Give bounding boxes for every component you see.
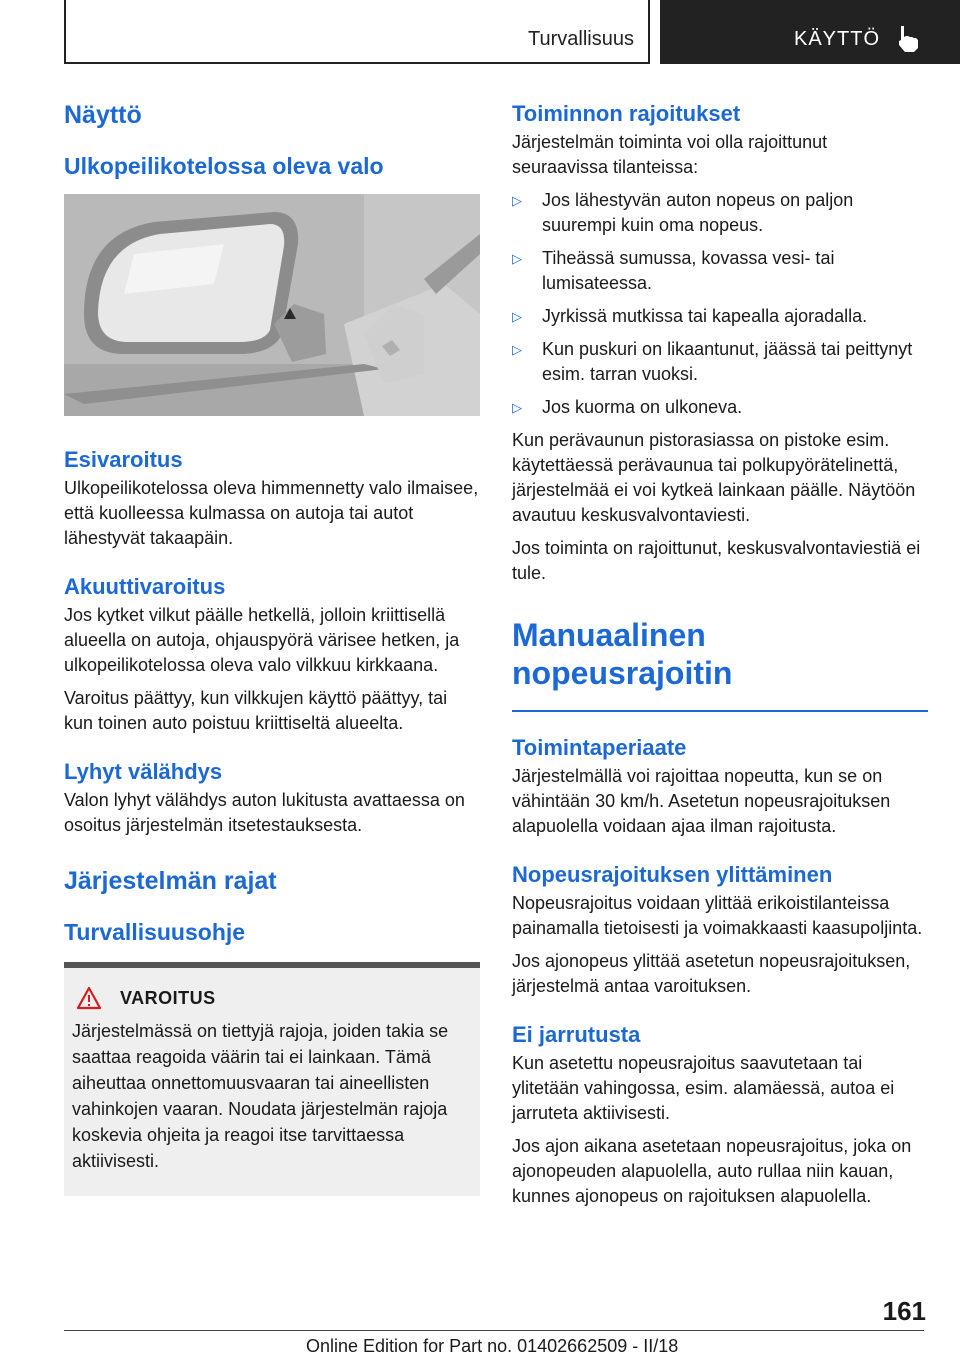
heading-ulkopeili: Ulkopeilikotelossa oleva valo xyxy=(64,153,384,179)
left-column xyxy=(64,100,480,1196)
list-item: ▷ Jyrkissä mutkissa tai kapealla ajoradalla. xyxy=(512,304,928,329)
list-item: ▷ Jos lähestyvän auton nopeus on paljon suurempi kuin oma nopeus. xyxy=(512,190,854,235)
header-chapter-label: KÄYTTÖ xyxy=(794,28,881,50)
heading-manuaalinen: Manuaalinen xyxy=(512,617,706,653)
warning-title: VAROITUS xyxy=(120,987,216,1008)
bullet-triangle-icon: ▷ xyxy=(512,309,522,324)
list-item: ▷ Jos kuorma on ulkoneva. xyxy=(512,395,928,420)
heading-akuuttivaroitus: Akuuttivaroitus xyxy=(64,574,226,599)
heading-toimintaperiaate: Toimintaperiaate xyxy=(512,735,687,760)
warning-box xyxy=(64,962,480,1196)
warning-text: Järjestelmässä on tiettyjä rajoja, joiden takia se saattaa reagoida väärin tai ei lainkaan. Tämä aiheuttaa onnettomuusvaaran tai aineellisten vahinkojen vaaran. Noudata järjestelmän rajoja koskevia ohjeita ja reagoi itse tarvittaessa aktiivisesti. xyxy=(72,1021,449,1171)
paragraph-ei-jarrutusta-1: Kun asetettu nopeusrajoitus saavutetaan tai ylitetään vahingossa, esim. alamäessä, autoa ei jarruteta aktiivisesti. xyxy=(512,1053,895,1123)
paragraph-ylittaminen-1: Nopeusrajoitus voidaan ylittää erikoistilanteissa painamalla tietoisesti ja voimakkaasti kaasupoljinta. xyxy=(512,893,923,938)
right-column xyxy=(512,100,928,1217)
heading-esivaroitus: Esivaroitus xyxy=(64,447,183,472)
list-item: ▷ Kun puskuri on likaantunut, jäässä tai peittynyt esim. tarran vuoksi. xyxy=(512,339,913,384)
pointing-hand-icon xyxy=(894,24,924,54)
paragraph-ei-jarrutusta-2: Jos ajon aikana asetetaan nopeusrajoitus, joka on ajonopeuden alapuolella, auto rullaa niin kauan, kunnes ajonopeus on rajoituksen alapuolella. xyxy=(512,1136,912,1206)
paragraph-toimintaperiaate: Järjestelmällä voi rajoittaa nopeutta, kun se on vähintään 30 km/h. Asetetun nopeusrajoituksen alapuolella voidaan ajaa ilman rajoitusta. xyxy=(512,766,891,836)
heading-nopeusrajoitin: nopeusrajoitin xyxy=(512,655,733,691)
paragraph-akuutti-1: Jos kytket vilkut päälle hetkellä, jolloin kriittisellä alueella on autoja, ohjauspyörä värisee hetken, ja ulkopeilikotelossa oleva valo vilkkuu kirkkaana. xyxy=(64,605,460,675)
paragraph-ylittaminen-2: Jos ajonopeus ylittää asetetun nopeusrajoituksen, järjestelmä antaa varoituksen. xyxy=(512,951,911,996)
heading-toiminnon-rajoitukset: Toiminnon rajoitukset xyxy=(512,101,741,126)
heading-ei-jarrutusta: Ei jarrutusta xyxy=(512,1022,641,1047)
footer-divider xyxy=(64,1330,924,1331)
header-section-tab xyxy=(64,0,650,64)
limitations-list xyxy=(512,188,928,420)
bullet-triangle-icon: ▷ xyxy=(512,251,522,266)
heading-naytto: Näyttö xyxy=(64,101,142,129)
side-mirror-illustration xyxy=(64,194,480,416)
header-chapter-tab xyxy=(660,0,960,64)
list-item: ▷ Tiheässä sumussa, kovassa vesi- tai lumisateessa. xyxy=(512,248,835,293)
heading-jarjestelman-rajat: Järjestelmän rajat xyxy=(64,867,277,895)
section-divider xyxy=(512,710,928,712)
mirror-photo xyxy=(64,194,480,416)
paragraph-intro: Järjestelmän toiminta voi olla rajoittunut seuraavissa tilanteissa: xyxy=(512,132,828,177)
warning-triangle-icon xyxy=(76,986,102,1010)
warning-header xyxy=(76,986,470,1010)
footer-edition: Online Edition for Part no. 01402662509 - II/18 xyxy=(306,1336,679,1356)
bullet-triangle-icon: ▷ xyxy=(512,400,522,415)
paragraph-esivaroitus: Ulkopeilikotelossa oleva himmennetty valo ilmaisee, että kuolleessa kulmassa on autoja tai autot lähestyvät takaapäin. xyxy=(64,478,479,548)
header-section-label: Turvallisuus xyxy=(528,28,634,50)
paragraph-rajoittunut: Jos toiminta on rajoittunut, keskusvalvontaviestiä ei tule. xyxy=(512,538,921,583)
heading-turvallisuusohje: Turvallisuusohje xyxy=(64,919,246,945)
heading-lyhyt-valahdys: Lyhyt välähdys xyxy=(64,759,223,784)
heading-ylittaminen: Nopeusrajoituksen ylittäminen xyxy=(512,862,833,887)
paragraph-akuutti-2: Varoitus päättyy, kun vilkkujen käyttö päättyy, tai kun toinen auto poistuu kriittiseltä alueelta. xyxy=(64,688,448,733)
page-number: 161 xyxy=(882,1296,926,1326)
paragraph-peravaunu: Kun perävaunun pistorasiassa on pistoke esim. käytettäessä perävaunua tai polkupyörätelinettä, järjestelmää ei voi kytkeä lainkaan päälle. Näytöön avautuu keskusvalvontaviesti. xyxy=(512,430,916,525)
paragraph-lyhyt: Valon lyhyt välähdys auton lukitusta avattaessa on osoitus järjestelmän itsetestauksesta. xyxy=(64,790,465,835)
bullet-triangle-icon: ▷ xyxy=(512,342,522,357)
bullet-triangle-icon: ▷ xyxy=(512,193,522,208)
